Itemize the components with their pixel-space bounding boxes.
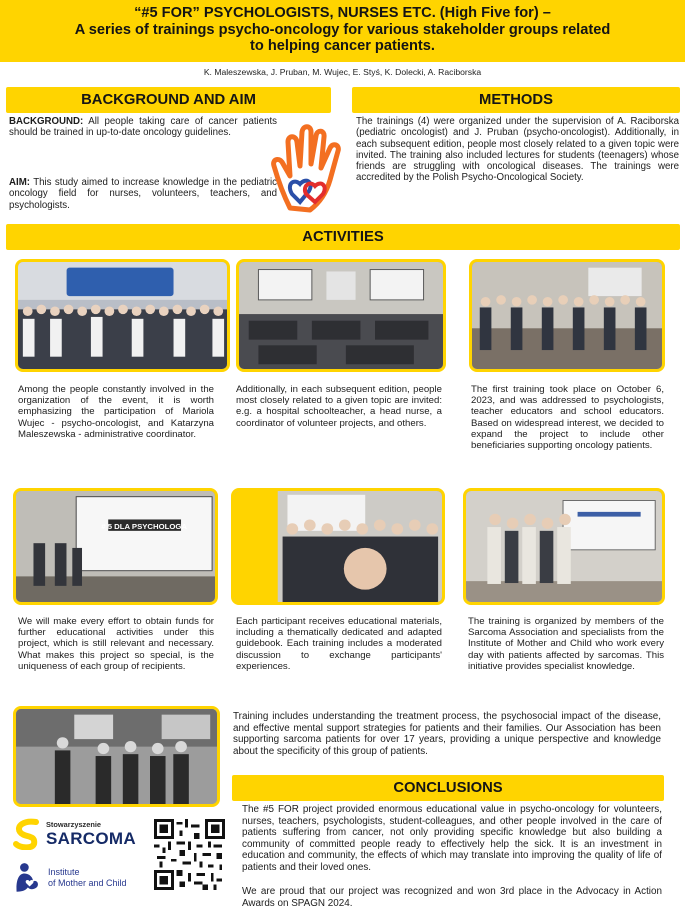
background-text: All people taking care of cancer patients should be trained in up-to-date oncology guidelines.	[9, 116, 277, 139]
photo-speakers-bw	[13, 706, 220, 807]
activity-caption-2: Additionally, in each subsequent edition, people most closely related to a given topic are invited: e.g. a hospital schoolteacher, a head nurse, a coordinator of volunteer projects, and others.	[236, 384, 442, 429]
activity-caption-7: Training includes understanding the treatment process, the psychosocial impact of the disease, and effective mental support strategies for patients and their families. Our Association has been supporting sarcoma patients for over 17 years, providing a unique perspective and knowledge about the specificity of this group of patients.	[233, 711, 661, 757]
background-paragraph	[9, 116, 277, 139]
activity-caption-5: Each participant receives educational materials, including a thematically dedicated and adapted guidebook. Each training includes a moderated discussion to exchange participants' experiences.	[236, 616, 442, 672]
qr-code-icon[interactable]	[154, 819, 225, 890]
photo-group-hall	[469, 259, 665, 372]
aim-text: This study aimed to increase knowledge in the pediatric oncology field for nurses, volunteers, teachers, and psychologists.	[9, 177, 277, 211]
activity-caption-6: The training is organized by members of the Sarcoma Association and specialists from the Institute of Mother and Child who work every day with patients affected by sarcomas. This initiative provides specialist knowledge.	[468, 616, 664, 672]
photo-group-screen	[463, 488, 665, 605]
conclusions-paragraph-2: We are proud that our project was recognized and won 3rd place in the Advocacy in Action Awards on SPAGN 2024.	[242, 886, 662, 909]
methods-heading: METHODS	[352, 87, 680, 113]
hand-heart-icon	[270, 122, 356, 214]
background-label: BACKGROUND:	[9, 116, 84, 127]
aim-paragraph	[9, 177, 277, 211]
sarcoma-logo-small-text: Stowarzyszenie	[46, 820, 102, 829]
authors-line: K. Maleszewska, J. Pruban, M. Wujec, E. Styś, K. Dolecki, A. Raciborska	[203, 67, 482, 77]
photo-slide-presentation	[13, 488, 218, 605]
activity-caption-1: Among the people constantly involved in the organization of the event, it is worth emphasizing the participation of Mariola Wujec - psycho-oncologist, and Katarzyna Maleszewska - administrative coordinator.	[18, 384, 214, 440]
slide-title-text: # 5 DLA PSYCHOLOGA	[101, 522, 188, 531]
photo-selfie-group	[231, 488, 445, 605]
conclusions-heading: CONCLUSIONS	[232, 775, 664, 801]
photo-lecture-room	[236, 259, 446, 372]
activity-caption-4: We will make every effort to obtain funds for further educational activities under this project, which is still relevant and necessary. What makes this project so special, is the uniqueness of each group of recipients.	[18, 616, 214, 672]
aim-label: AIM:	[9, 177, 30, 188]
title-banner	[0, 0, 685, 62]
institute-logo-line-1: Institute	[48, 867, 80, 877]
institute-logo-icon	[14, 862, 40, 892]
poster-title-line-3: to helping cancer patients.	[250, 38, 435, 54]
photo-group-institute	[15, 259, 230, 372]
institute-logo-line-2: of Mother and Child	[48, 878, 127, 888]
poster-title-line-2: A series of trainings psycho-oncology for various stakeholder groups related	[74, 21, 611, 38]
activities-heading: ACTIVITIES	[6, 224, 680, 250]
sarcoma-logo	[12, 818, 147, 850]
background-heading: BACKGROUND AND AIM	[6, 87, 331, 113]
methods-paragraph: The trainings (4) were organized under the supervision of A. Raciborska (pediatric oncologist) and J. Pruban (psycho-oncologist). Additionally, in each subsequent edition, people most closely related to a given topic were invited. The training also included lectures for students (teenagers) whose friends are struggling with oncological diseases. The trainings were accredited by the Polish Psycho-Oncological Society.	[356, 116, 679, 184]
conclusions-paragraph-1: The #5 FOR project provided enormous educational value in psycho-oncology for volunteers, nurses, teachers, psychologists, student-colleagues, and other people involved in the care of patients suffering from cancer, not only providing specific knowledge but also building a community of committed people ready to effectively help the sick. It is an investment in education and community, the effects of which may translate into improving the quality of life of patients and their loved ones.	[242, 804, 662, 873]
sarcoma-logo-icon	[12, 818, 42, 850]
institute-logo	[12, 860, 147, 894]
activity-caption-3: The first training took place on October 6, 2023, and was addressed to psychologists, teacher educators and school educators. Based on widespread interest, we decided to expand the project to include other beneficiaries supporting oncology patients.	[471, 384, 664, 452]
sarcoma-logo-text: SARCOMA	[46, 829, 136, 848]
poster-title-line-1: “#5 FOR” PSYCHOLOGISTS, NURSES ETC. (High Five for) –	[134, 5, 551, 21]
